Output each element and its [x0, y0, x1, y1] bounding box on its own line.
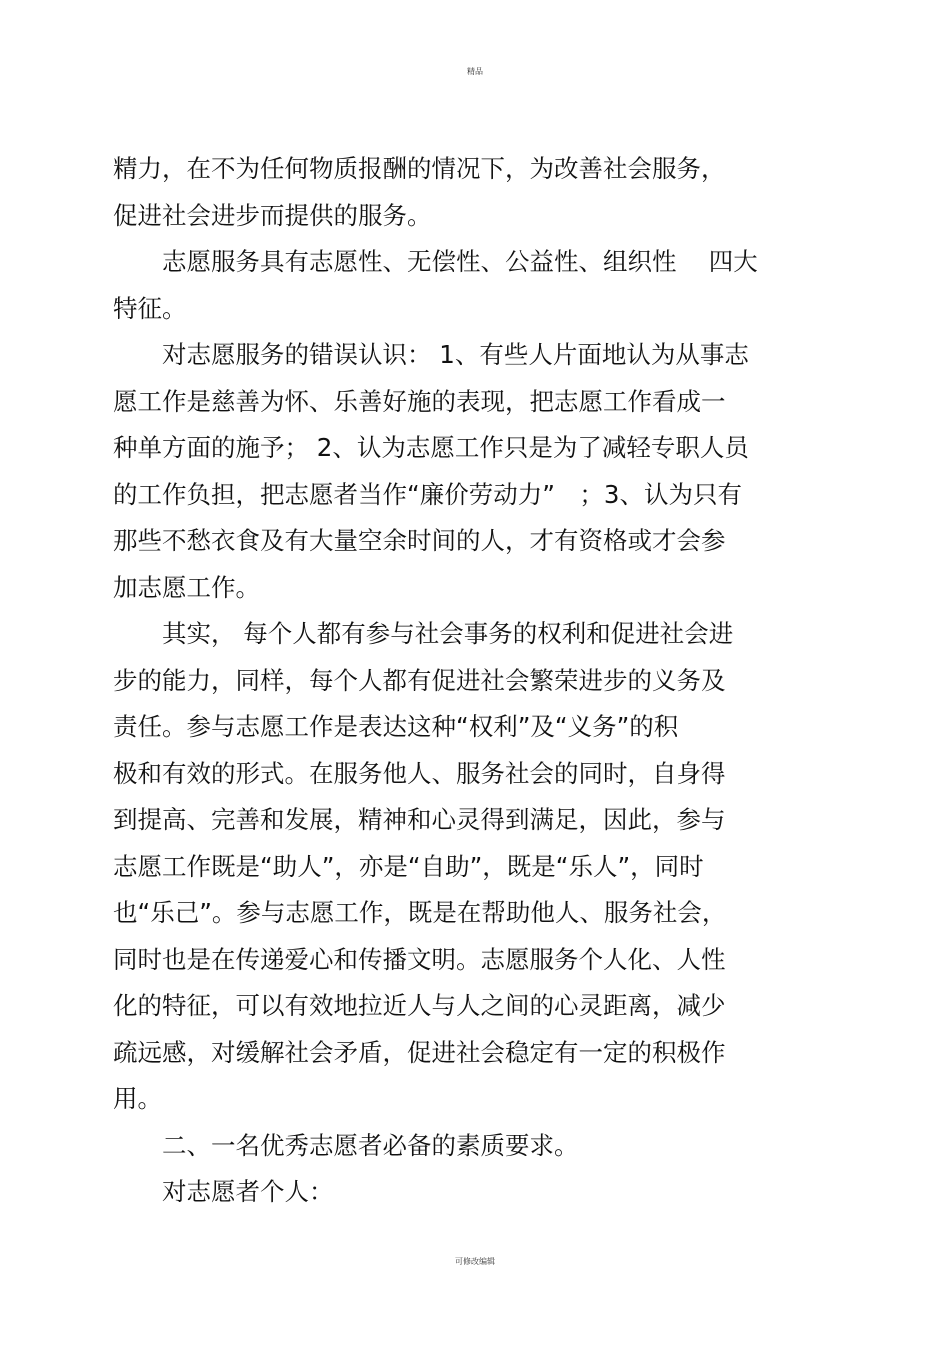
document-body: [113, 146, 853, 1216]
text-line: 步的能力，同样，每个人都有促进社会繁荣进步的义务及: [113, 665, 726, 695]
page-header: 精品: [467, 67, 483, 76]
text-line: 同时也是在传递爱心和传播文明。志愿服务个人化、人性: [113, 944, 726, 974]
text-line: 愿工作是慈善为怀、乐善好施的表现，把志愿工作看成一: [113, 386, 726, 416]
text-line: 种单方面的施予； 2、认为志愿工作只是为了减轻专职人员: [113, 433, 749, 462]
text-line: 极和有效的形式。在服务他人、服务社会的同时，自身得: [113, 758, 726, 788]
text-line: 那些不愁衣食及有大量空余时间的人，才有资格或才会参: [113, 526, 726, 555]
text-line: 化的特征，可以有效地拉近人与人之间的心灵距离，减少: [113, 991, 726, 1020]
text-line: 促进社会进步而提供的服务。: [113, 200, 432, 230]
text-line: 精力，在不为任何物质报酬的情况下，为改善社会服务，: [113, 154, 726, 183]
text-line: 特征。: [113, 293, 187, 323]
text-line: 对志愿者个人：: [113, 1177, 334, 1206]
text-line: 其实， 每个人都有参与社会事务的权利和促进社会进: [113, 619, 734, 648]
text-line: 到提高、完善和发展，精神和心灵得到满足，因此，参与: [113, 805, 726, 834]
text-line: 责任。参与志愿工作是表达这种“权利”及“义务”的积: [113, 712, 679, 741]
text-line: 对志愿服务的错误认识： 1、有些人片面地认为从事志: [113, 340, 749, 369]
text-line: 用。: [113, 1084, 162, 1113]
text-line: 的工作负担，把志愿者当作“廉价劳动力” ；3、认为只有: [113, 479, 742, 509]
text-line: 加志愿工作。: [113, 572, 260, 602]
text-line: 二、一名优秀志愿者必备的素质要求。: [113, 1130, 579, 1160]
text-line: 志愿服务具有志愿性、无偿性、公益性、组织性 四大: [113, 247, 758, 276]
text-line: 疏远感，对缓解社会矛盾，促进社会稳定有一定的积极作: [113, 1037, 726, 1067]
text-line: 志愿工作既是“助人”，亦是“自助”，既是“乐人”，同时: [113, 851, 704, 881]
text-line: 也“乐己”。参与志愿工作，既是在帮助他人、服务社会，: [113, 898, 727, 927]
page-footer: 可修改编辑: [455, 1257, 495, 1266]
